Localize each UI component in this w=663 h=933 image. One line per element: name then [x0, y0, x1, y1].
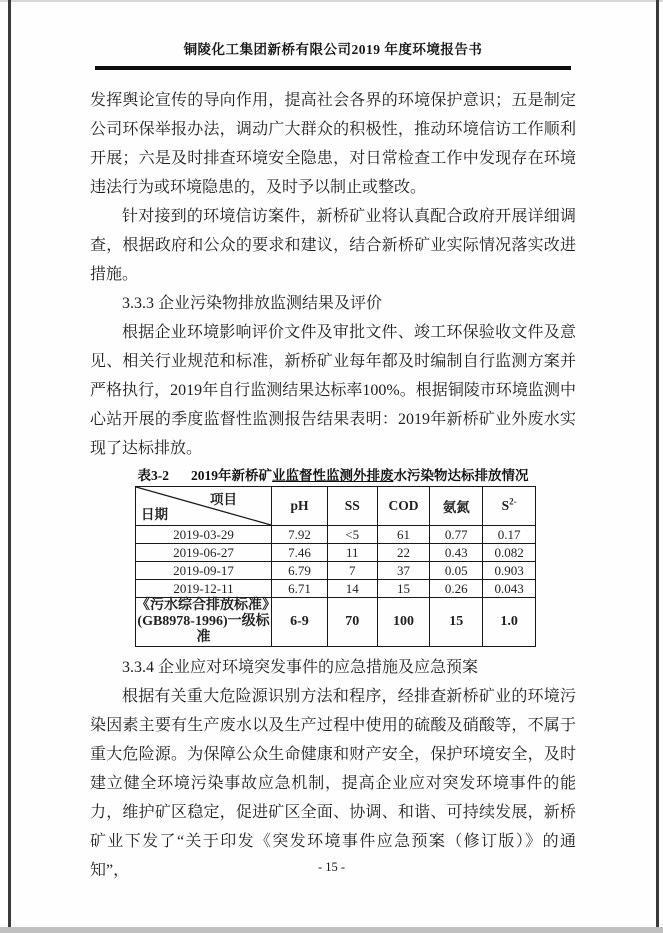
paragraph-3: 根据企业环境影响评价文件及审批文件、竣工环保验收文件及意见、相关行业规范和标准，新桥矿业每年都及时编制自行监测方案并严格执行，2019年自行监测结果达标率100%。根据铜陵市环境监测中心站开展的季度监督性监测报告结果表明：2019年新桥矿业外废水实现了达标排放。	[90, 324, 576, 457]
table-caption-title-underlined: 业监督性监测外排废	[272, 468, 394, 483]
cell-sulfide: 0.082	[483, 544, 536, 562]
standard-ss: 70	[327, 598, 377, 647]
cell-date: 2019-03-29	[136, 526, 272, 544]
cell-sulfide: 0.903	[483, 562, 536, 580]
page-number: - 15 -	[317, 860, 346, 874]
column-header-ph: pH	[272, 487, 328, 526]
table-corner-cell	[136, 487, 272, 526]
cell-ph: 7.92	[272, 526, 328, 544]
cell-date: 2019-09-17	[136, 562, 272, 580]
section-heading-3-3-3: 3.3.3 企业污染物排放监测结果及评价	[122, 295, 383, 312]
standard-ph: 6-9	[272, 598, 328, 647]
cell-ph: 6.79	[272, 562, 328, 580]
header-rule	[95, 66, 571, 70]
column-header-cod: COD	[377, 487, 430, 526]
cell-ammonia: 0.05	[430, 562, 483, 580]
cell-ss: 7	[327, 562, 377, 580]
cell-cod: 22	[377, 544, 430, 562]
table-row	[136, 544, 536, 562]
column-header-ammonia: 氨氮	[430, 487, 483, 526]
document-page	[90, 0, 576, 885]
document-header-title: 铜陵化工集团新桥有限公司2019 年度环境报告书	[183, 42, 483, 57]
table-header-row	[136, 487, 536, 526]
cell-ss: 11	[327, 544, 377, 562]
standard-limits-row	[136, 598, 536, 647]
corner-label-project: 项目	[210, 492, 238, 507]
standard-label-line1: 《污水综合排放标准》	[136, 598, 276, 613]
table-row	[136, 562, 536, 580]
table-row	[136, 580, 536, 598]
cell-ss: <5	[327, 526, 377, 544]
cell-ss: 14	[327, 580, 377, 598]
cell-ph: 6.71	[272, 580, 328, 598]
table-caption-label: 表3-2	[137, 468, 169, 483]
paragraph-2: 针对接到的环境信访案件，新桥矿业将认真配合政府开展详细调查，根据政府和公众的要求和建议，结合新桥矿业实际情况落实改进措施。	[90, 208, 576, 283]
cell-cod: 15	[377, 580, 430, 598]
scan-edge-left	[8, 0, 11, 933]
scan-edge-bottom	[0, 927, 663, 933]
scan-edge-right	[656, 0, 659, 933]
cell-date: 2019-12-11	[136, 580, 272, 598]
paragraph-4: 根据有关重大危险源识别方法和程序，经排查新桥矿业的环境污染因素主要有生产废水以及生产过程中使用的硫酸及硝酸等，不属于重大危险源。为保障公众生命健康和财产安全，保护环境安全，及时建立健全环境污染事故应急机制，提高企业应对突发环境事件的能力，维护矿区稳定，促进矿区全面、协调、和谐、可持续发展，新桥矿业下发了“关于印发《突发环境事件应急预案（修订版）》的通知”，	[90, 688, 576, 879]
monitoring-results-table	[135, 486, 536, 647]
standard-sulfide: 1.0	[483, 598, 536, 647]
sulfide-ion-superscript: 2-	[509, 496, 517, 507]
cell-sulfide: 0.043	[483, 580, 536, 598]
corner-label-date: 日期	[141, 507, 168, 522]
cell-cod: 37	[377, 562, 430, 580]
standard-label-cell	[136, 598, 276, 647]
cell-ammonia: 0.77	[430, 526, 483, 544]
cell-date: 2019-06-27	[136, 544, 272, 562]
cell-cod: 61	[377, 526, 430, 544]
column-header-sulfide	[483, 487, 536, 526]
section-heading-3-3-4: 3.3.4 企业应对环境突发事件的应急措施及应急预案	[122, 659, 479, 676]
table-caption	[90, 466, 576, 486]
table-caption-title-post: 水污染物达标排放情况	[393, 468, 529, 483]
cell-ph: 7.46	[272, 544, 328, 562]
cell-ammonia: 0.43	[430, 544, 483, 562]
column-header-ss: SS	[327, 487, 377, 526]
standard-cod: 100	[377, 598, 430, 647]
table-row	[136, 526, 536, 544]
cell-sulfide: 0.17	[483, 526, 536, 544]
sulfide-symbol: S	[501, 498, 510, 513]
paragraph-1: 发挥舆论宣传的导向作用，提高社会各界的环境保护意识；五是制定公司环保举报办法，调动广大群众的积极性，推动环境信访工作顺利开展；六是及时排查环境安全隐患，对日常检查工作中发现存在环境违法行为或环境隐患的，及时予以制止或整改。	[90, 92, 576, 196]
cell-ammonia: 0.26	[430, 580, 483, 598]
standard-label-line2: (GB8978-1996)一级标准	[137, 614, 270, 645]
standard-ammonia: 15	[430, 598, 483, 647]
table-caption-title-pre: 2019年新桥矿	[191, 468, 272, 483]
